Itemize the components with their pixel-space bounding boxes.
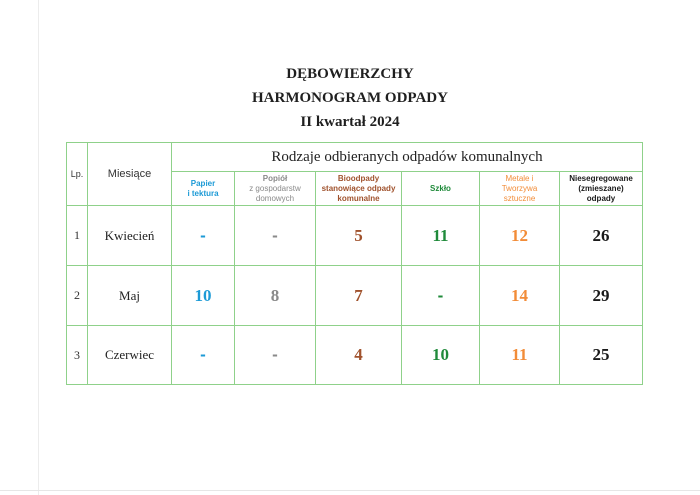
row-month: Czerwiec [88,326,172,385]
category-ash: Popiół z gospodarstw domowych [235,172,316,206]
document-title: HARMONOGRAM ODPADY [252,90,448,106]
table-row [67,326,643,385]
value-mixed: 25 [560,326,643,385]
category-bio: Bioodpady stanowiące odpady komunalne [316,172,402,206]
category-paper: Papier i tektura [172,172,235,206]
value-glass: 10 [402,326,480,385]
value-paper: - [172,206,235,266]
quarter-label: II kwartał 2024 [300,114,400,130]
value-metal-plastic: 12 [480,206,560,266]
value-bio: 5 [316,206,402,266]
village-name: DĘBOWIERZCHY [286,66,414,82]
value-metal-plastic: 14 [480,266,560,326]
value-bio: 4 [316,326,402,385]
value-ash: 8 [235,266,316,326]
category-metal-plastic: Metale i Tworzywa sztuczne [480,172,560,206]
waste-schedule-table [66,142,643,385]
value-ash: - [235,326,316,385]
row-lp: 3 [67,326,88,385]
value-glass: - [402,266,480,326]
value-glass: 11 [402,206,480,266]
category-glass: Szkło [402,172,480,206]
header-month: Miesiące [88,143,172,206]
value-bio: 7 [316,266,402,326]
value-metal-plastic: 11 [480,326,560,385]
header-lp: Lp. [67,143,88,206]
document-header [0,62,700,134]
row-lp: 2 [67,266,88,326]
value-mixed: 26 [560,206,643,266]
row-lp: 1 [67,206,88,266]
value-paper: 10 [172,266,235,326]
category-mixed: Niesegregowane (zmieszane) odpady [560,172,643,206]
header-row-group [67,143,643,172]
row-month: Maj [88,266,172,326]
page-bottom-edge [0,490,700,491]
table-row [67,206,643,266]
row-month: Kwiecień [88,206,172,266]
header-waste-types: Rodzaje odbieranych odpadów komunalnych [172,143,643,172]
value-paper: - [172,326,235,385]
table-row [67,266,643,326]
value-ash: - [235,206,316,266]
value-mixed: 29 [560,266,643,326]
